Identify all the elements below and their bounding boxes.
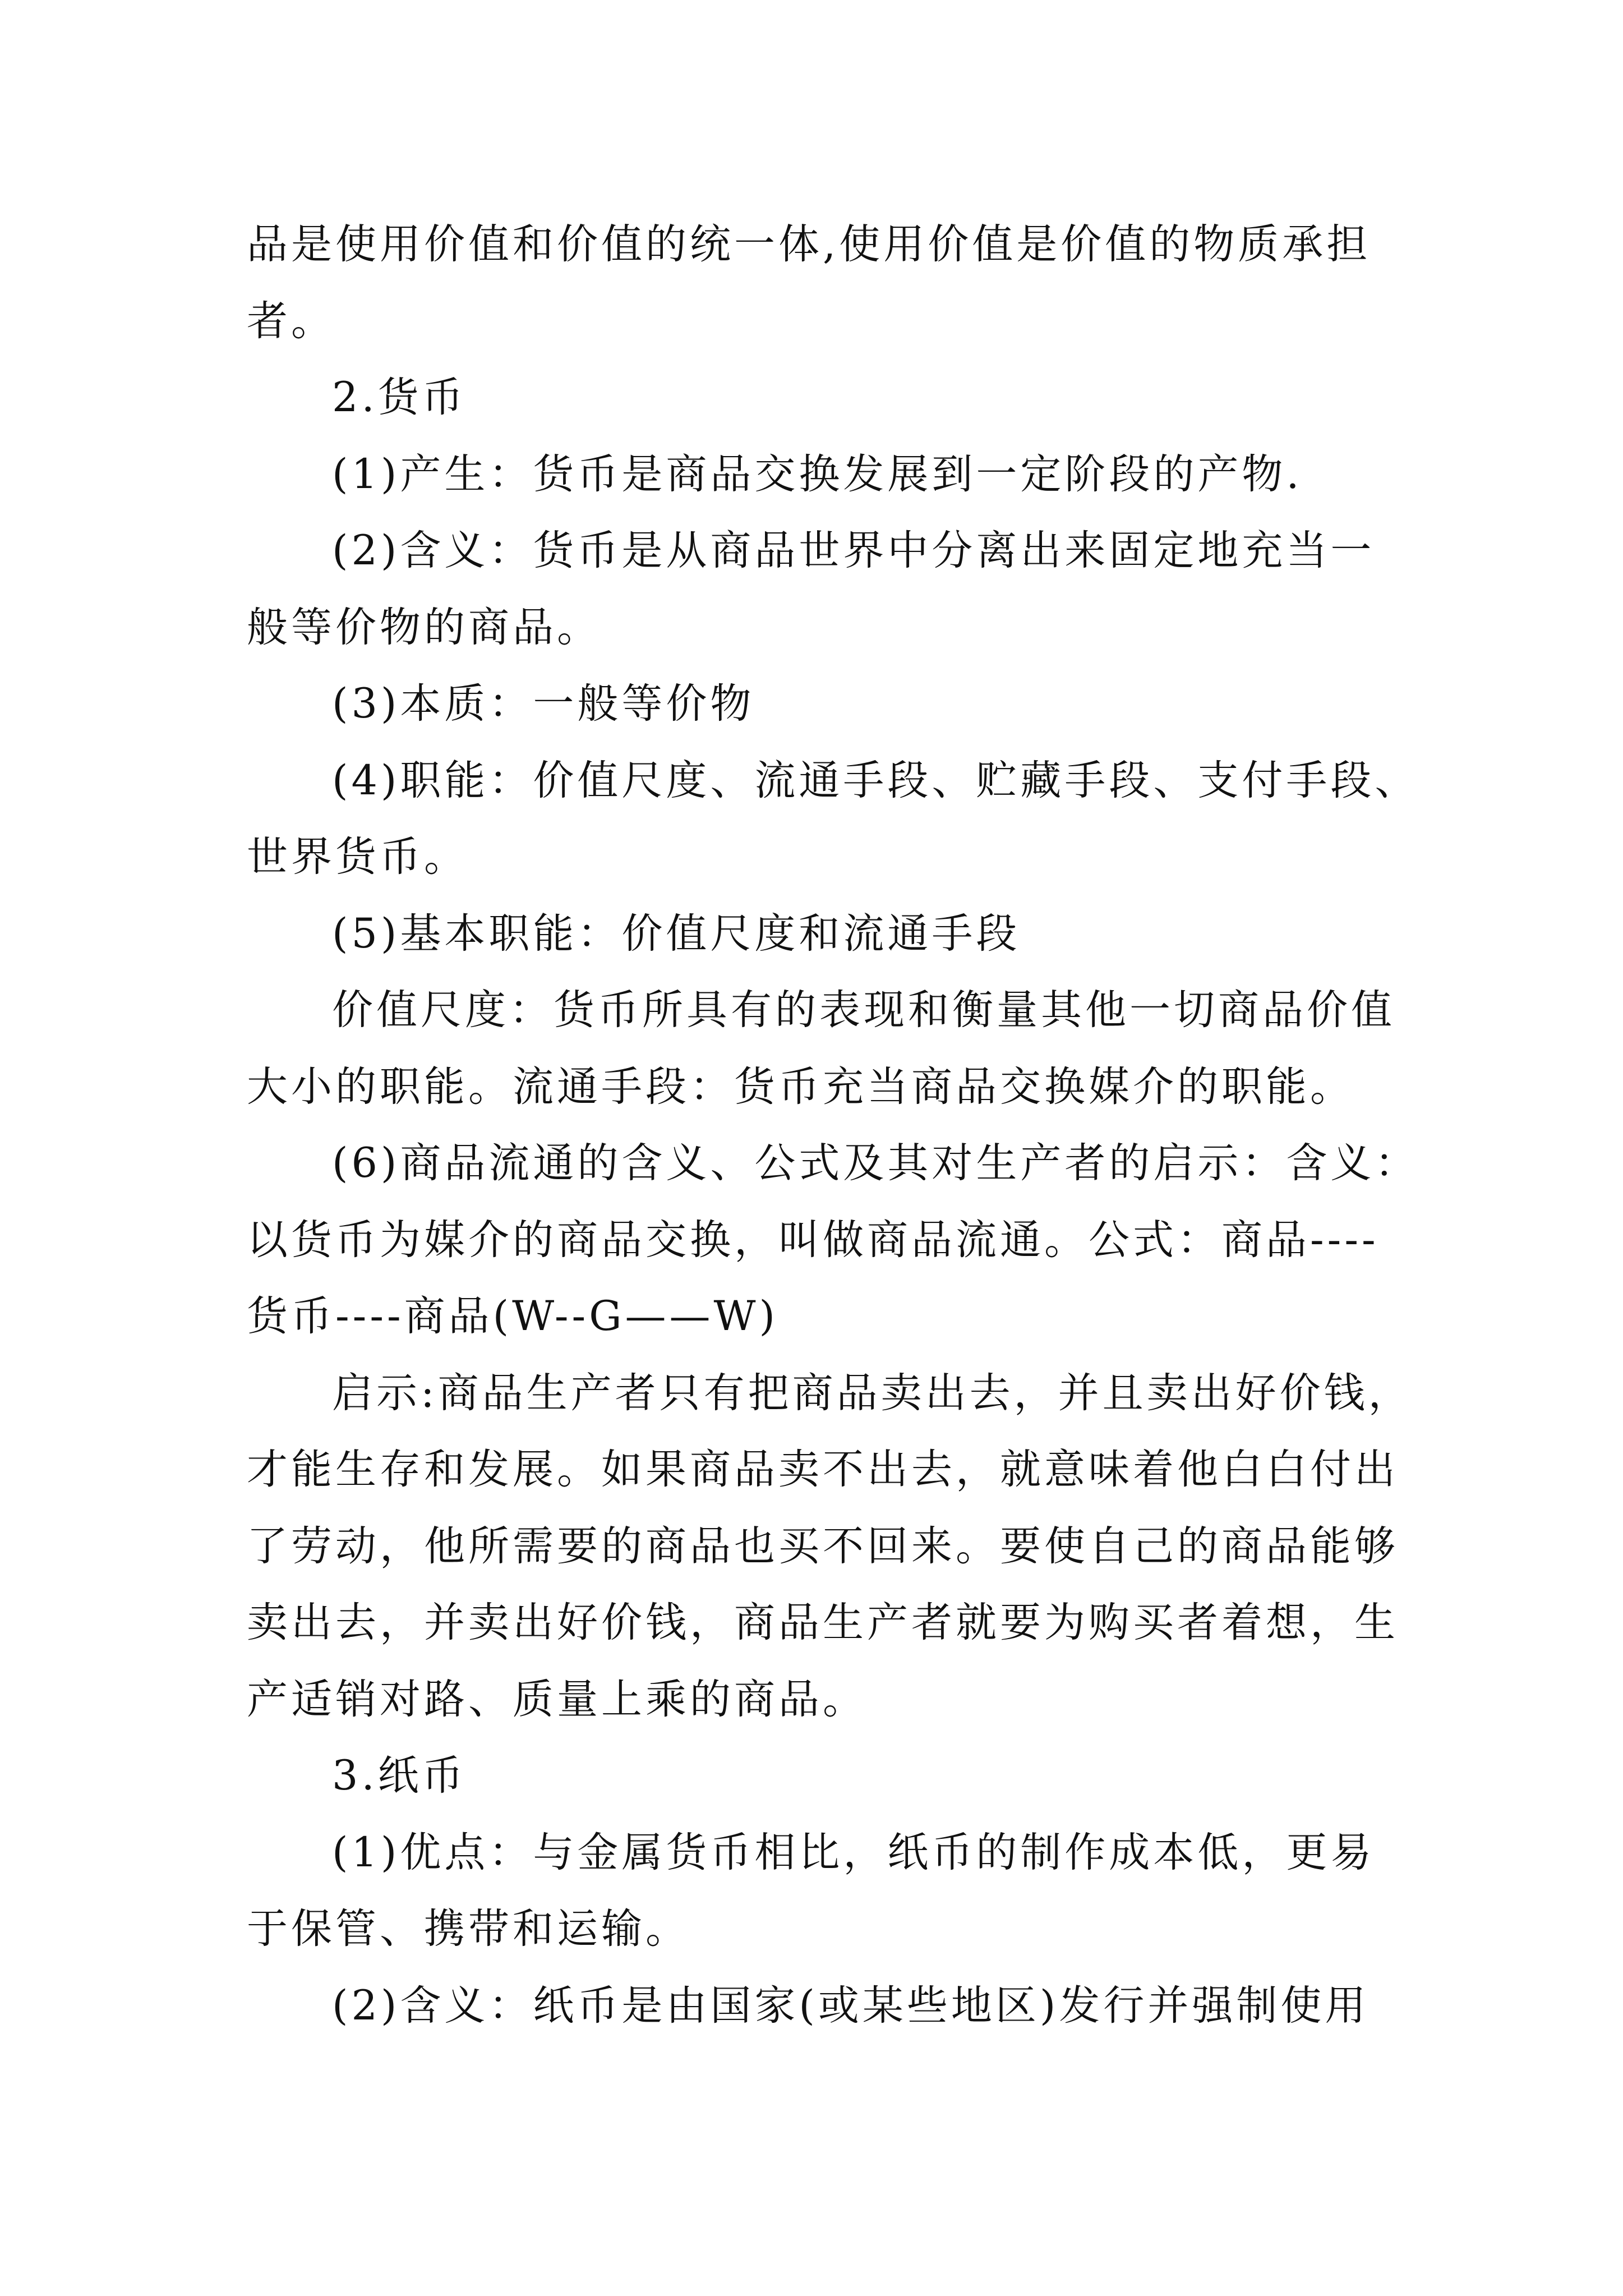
text-line: 产适销对路、质量上乘的商品。	[247, 1675, 867, 1723]
text-line: 者。	[247, 297, 335, 345]
text-line: (1)优点：与金属货币相比，纸币的制作成本低，更易	[332, 1828, 1375, 1876]
text-line: (2)含义：货币是从商品世界中分离出来固定地充当一	[332, 527, 1375, 574]
text-line: 品是使用价值和价值的统一体,使用价值是价值的物质承担	[247, 220, 1371, 268]
text-line: 价值尺度：货币所具有的表现和衡量其他一切商品价值	[332, 986, 1395, 1034]
body-text	[247, 206, 1419, 2044]
text-line: 货币----商品(W--G——W)	[247, 1292, 779, 1340]
text-line: 才能生存和发展。如果商品卖不出去，就意味着他白白付出	[247, 1446, 1399, 1493]
text-line: (2)含义：纸币是由国家(或某些地区)发行并强制使用	[332, 1981, 1370, 2030]
text-line: 以货币为媒介的商品交换，叫做商品流通。公式：商品----	[247, 1216, 1379, 1264]
text-line: 于保管、携带和运输。	[247, 1905, 690, 1953]
text-line: (1)产生：货币是商品交换发展到一定阶段的产物.	[332, 450, 1303, 498]
section-heading-currency: 2.货币	[332, 374, 467, 421]
text-line: 启示:商品生产者只有把商品卖出去，并且卖出好价钱，	[332, 1369, 1413, 1417]
text-line: 卖出去，并卖出好价钱，商品生产者就要为购买者着想，生	[247, 1599, 1399, 1646]
text-line: 世界货币。	[247, 833, 468, 881]
text-line: 大小的职能。流通手段：货币充当商品交换媒介的职能。	[247, 1062, 1354, 1111]
text-line: (5)基本职能：价值尺度和流通手段	[332, 909, 1021, 958]
text-line: 了劳动，他所需要的商品也买不回来。要使自己的商品能够	[247, 1522, 1399, 1570]
text-line: (6)商品流通的含义、公式及其对生产者的启示：含义：	[332, 1139, 1419, 1187]
section-heading-paper-money: 3.纸币	[332, 1752, 467, 1800]
text-line: (4)职能：价值尺度、流通手段、贮藏手段、支付手段、	[332, 756, 1419, 804]
text-line: (3)本质：一般等价物	[332, 680, 755, 728]
text-line: 般等价物的商品。	[247, 603, 601, 651]
